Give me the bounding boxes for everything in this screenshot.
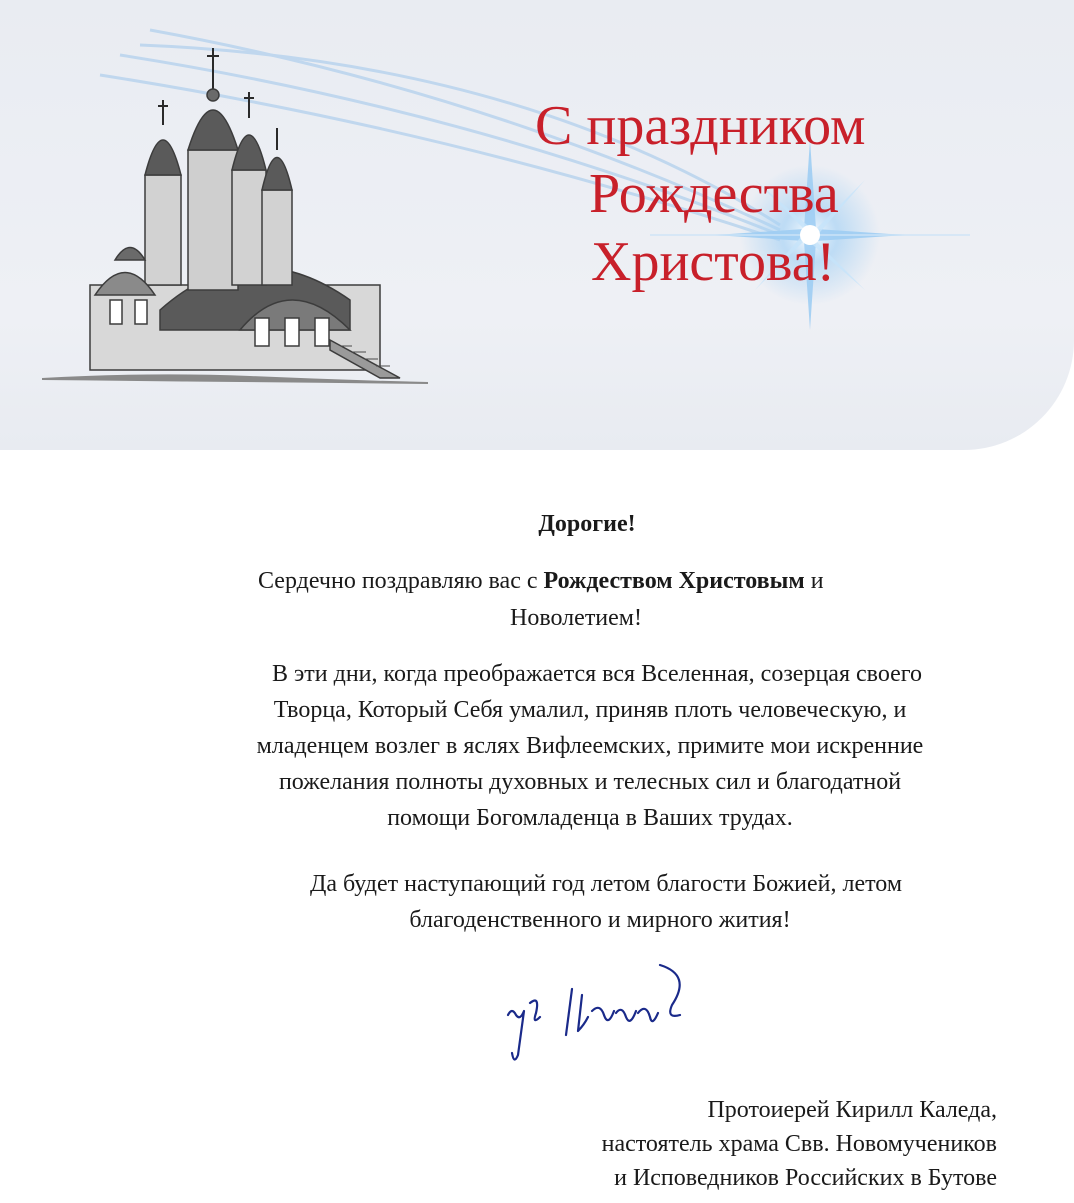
salutation: Дорогие! [538, 511, 636, 537]
title-line: Рождества [589, 163, 839, 225]
signer-position: и Исповедников Российских в Бутове [614, 1165, 997, 1191]
greeting-text: и [804, 568, 824, 594]
greeting-title [535, 92, 1005, 296]
greeting-bold-text: Рождеством Христовым [543, 568, 805, 594]
title-line: С праздником [535, 95, 866, 157]
signer-position: настоятель храма Свв. Новомучеников [601, 1131, 997, 1157]
paragraph-line: В эти дни, когда преображается вся Вселенная, созерцая своего [271, 661, 923, 687]
paragraph-line: благоденственного и мирного жития! [409, 907, 791, 933]
paragraph-line: пожелания полноты духовных и телесных сил и благодатной [278, 769, 902, 795]
paragraph-line: Творца, Который Себя умалил, приняв плоть человеческую, и [273, 697, 907, 723]
title-line: Христова! [591, 231, 836, 293]
paragraph-line: Да будет наступающий год летом благости Божией, летом [309, 871, 903, 897]
paragraph-line: помощи Богомладенца в Ваших трудах. [387, 805, 793, 831]
paragraph-line: младенцем возлег в яслях Вифлеемских, примите мои искренние [256, 733, 924, 759]
card-header [0, 0, 1074, 450]
blessing-paragraph [200, 866, 1000, 938]
wishes-paragraph [170, 656, 1010, 836]
handwritten-signature [496, 955, 696, 1080]
signer-block [602, 1093, 997, 1195]
greeting-text: Сердечно поздравляю вас с [258, 568, 544, 594]
greeting-paragraph-line [258, 563, 824, 599]
signer-name: Протоиерей Кирилл Каледа, [707, 1097, 997, 1123]
greeting-paragraph-line: Новолетием! [510, 605, 642, 631]
